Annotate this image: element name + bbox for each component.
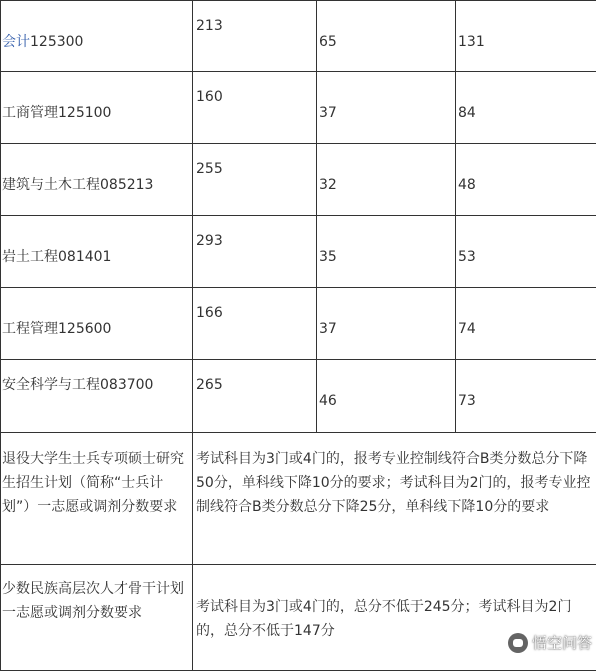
plan-requirement-cell xyxy=(193,565,596,671)
major-code: 125300 xyxy=(30,34,83,50)
minority-plan-label: 少数民族高层次人才骨干计划一志愿或调剂分数要求 xyxy=(2,577,190,625)
plan-label-cell xyxy=(1,433,193,565)
score-cell: 37 xyxy=(317,72,456,144)
table-row xyxy=(1,72,596,144)
table-row xyxy=(1,360,596,433)
watermark xyxy=(508,632,592,653)
score-cell: 48 xyxy=(456,144,596,216)
major-cell: 岩土工程081401 xyxy=(1,216,193,288)
score-cell: 131 xyxy=(456,1,596,72)
major-link[interactable]: 会计 xyxy=(2,34,30,50)
major-cell xyxy=(1,1,193,72)
soldier-plan-label: 退役大学生士兵专项硕士研究生招生计划（简称“士兵计划”）一志愿或调剂分数要求 xyxy=(2,447,190,519)
table-row xyxy=(1,216,596,288)
table-row xyxy=(1,433,596,565)
score-cell: 35 xyxy=(317,216,456,288)
total-score-cell: 160 xyxy=(193,72,317,144)
total-score-cell: 166 xyxy=(193,288,317,360)
table-row xyxy=(1,288,596,360)
total-score-cell: 255 xyxy=(193,144,317,216)
score-cell: 74 xyxy=(456,288,596,360)
score-cell: 32 xyxy=(317,144,456,216)
score-cell: 84 xyxy=(456,72,596,144)
plan-label-cell xyxy=(1,565,193,671)
plan-requirement-cell xyxy=(193,433,596,565)
table-row xyxy=(1,1,596,72)
watermark-text: 悟空问答 xyxy=(532,632,592,653)
score-cell: 65 xyxy=(317,1,456,72)
table-row xyxy=(1,144,596,216)
chat-bubble-icon xyxy=(508,633,528,653)
major-cell: 建筑与土木工程085213 xyxy=(1,144,193,216)
major-cell: 工程管理125600 xyxy=(1,288,193,360)
table-row xyxy=(1,565,596,671)
major-cell: 工商管理125100 xyxy=(1,72,193,144)
total-score-cell: 265 xyxy=(193,360,317,433)
soldier-plan-text: 考试科目为3门或4门的，报考专业控制线符合B类分数总分下降50分，单科线下降10分的要求；考试科目为2门的，报考专业控制线符合B类分数总分下降25分，单科线下降10分的要求 xyxy=(196,447,592,519)
major-cell: 安全科学与工程083700 xyxy=(1,360,193,433)
total-score-cell: 213 xyxy=(193,1,317,72)
score-cell: 53 xyxy=(456,216,596,288)
score-cell: 73 xyxy=(456,360,596,433)
score-cell: 46 xyxy=(317,360,456,433)
score-cell: 37 xyxy=(317,288,456,360)
total-score-cell: 293 xyxy=(193,216,317,288)
minority-plan-text: 考试科目为3门或4门的，总分不低于245分；考试科目为2门的，总分不低于147分 xyxy=(196,595,592,643)
